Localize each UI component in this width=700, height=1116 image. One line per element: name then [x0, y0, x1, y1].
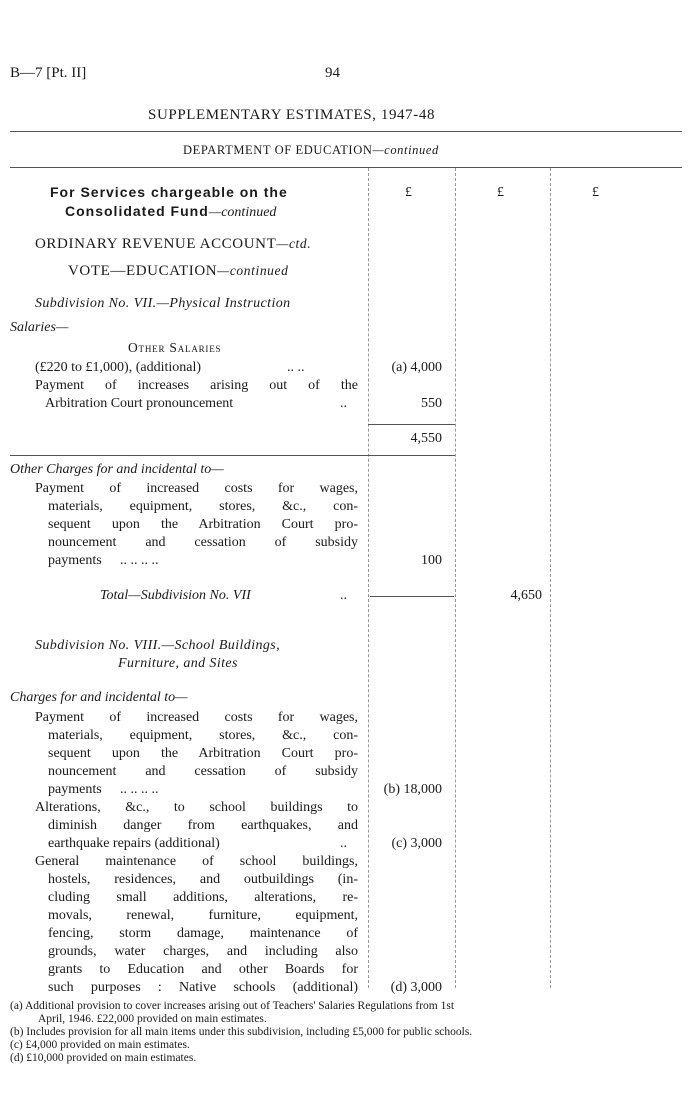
other-salaries-label: Other Salaries [128, 340, 222, 355]
sub8-p-line-2: materials, equipment, stores, &c., con- [48, 728, 358, 743]
sub8-alt-last: earthquake repairs (additional) [48, 836, 220, 851]
sub8-alt-line-1: Alterations, &c., to school buildings to [35, 800, 358, 815]
sub7-total-dots: .. [340, 588, 347, 603]
sub7-item2-dots: .. [340, 396, 347, 411]
salaries-label: Salaries— [10, 320, 69, 335]
page-title: SUPPLEMENTARY ESTIMATES, 1947-48 [148, 107, 436, 123]
sub8-p-line-4: nouncement and cessation of subsidy [48, 764, 358, 779]
sub7-heading: Subdivision No. VII.—Physical Instruction [35, 296, 291, 311]
sub7-oc-last: payments [48, 553, 102, 568]
column-rule-3 [550, 168, 551, 988]
sub7-subtotal: 4,550 [410, 431, 442, 446]
vote-heading [68, 263, 288, 280]
sub7-other-charges-label: Other Charges for and incidental to— [10, 462, 224, 477]
column-header-2: £ [497, 185, 504, 200]
sub8-alt-line-2: diminish danger from earthquakes, and [48, 818, 358, 833]
sub7-section-rule [10, 455, 455, 456]
sub8-gen-line-4: movals, renewal, furniture, equipment, [48, 908, 358, 923]
sub7-item2-amount: 550 [421, 396, 442, 411]
sub7-total-amount: 4,650 [510, 588, 542, 603]
services-fund-suffix: —continued [208, 205, 277, 220]
column-rule-2 [455, 168, 456, 988]
sub7-subtotal-rule [368, 424, 455, 425]
sub8-gen-line-8: such purposes : Native schools (additional) [48, 980, 358, 995]
sub7-total-rule [370, 596, 454, 597]
department-suffix: —continued [372, 143, 439, 157]
column-header-3: £ [592, 185, 599, 200]
sub8-alt-amount: (c) 3,000 [391, 836, 442, 851]
sub8-gen-line-1: General maintenance of school buildings, [35, 854, 358, 869]
sub8-gen-amount: (d) 3,000 [390, 980, 442, 995]
sub7-item1-text: (£220 to £1,000), (additional) [35, 360, 202, 375]
column-header-1: £ [405, 185, 412, 200]
title-rule [10, 131, 682, 132]
sub8-heading-line1: Subdivision No. VIII.—School Buildings, [35, 638, 281, 653]
footnote-a-line1: (a) Additional provision to cover increases arising out of Teachers' Salaries Regulations from 1st [10, 1000, 455, 1012]
sub8-p-line-3: sequent upon the Arbitration Court pro- [48, 746, 358, 761]
footnote-c: (c) £4,000 provided on main estimates. [10, 1039, 190, 1051]
sub8-gen-line-2: hostels, residences, and outbuildings (in- [48, 872, 358, 887]
sub8-charges-label: Charges for and incidental to— [10, 690, 188, 705]
sub8-alt-dots: .. [340, 836, 347, 851]
footnote-d: (d) £10,000 provided on main estimates. [10, 1052, 197, 1064]
footnote-a-line2: April, 1946. £22,000 provided on main estimates. [38, 1013, 267, 1025]
services-heading-line1: For Services chargeable on the [50, 184, 288, 200]
sub7-oc-amount: 100 [421, 553, 442, 568]
sub8-gen-line-3: cluding small additions, alterations, re- [48, 890, 358, 905]
page-number: 94 [325, 65, 340, 81]
sub7-oc-line-3: sequent upon the Arbitration Court pro- [48, 517, 358, 532]
department-name: DEPARTMENT OF EDUCATION [183, 143, 373, 157]
sub8-gen-line-6: grounds, water charges, and including also [48, 944, 358, 959]
sub7-item2-line2: Arbitration Court pronouncement [45, 396, 234, 411]
table-top-rule [10, 167, 682, 168]
column-rule-1 [368, 168, 369, 988]
footnote-b: (b) Includes provision for all main items under this subdivision, including £5,000 for public schools. [10, 1026, 473, 1038]
sub8-gen-line-7: grants to Education and other Boards for [48, 962, 358, 977]
vote-name: VOTE—EDUCATION [68, 263, 218, 279]
sub8-p-dots: .. .. .. .. [120, 782, 159, 797]
account-suffix: —ctd. [276, 236, 312, 251]
services-fund: Consolidated Fund [65, 203, 209, 219]
sub8-p-amount: (b) 18,000 [383, 782, 442, 797]
sub7-item2-line1: Payment of increases arising out of the [35, 378, 358, 393]
sub7-oc-line-4: nouncement and cessation of subsidy [48, 535, 358, 550]
account-name: ORDINARY REVENUE ACCOUNT [35, 236, 277, 252]
sub7-total-label: Total—Subdivision No. VII [100, 588, 251, 603]
sub7-oc-dots: .. .. .. .. [120, 553, 159, 568]
sub7-oc-line-1: Payment of increased costs for wages, [35, 481, 358, 496]
department-heading [183, 143, 439, 158]
account-heading [35, 236, 311, 253]
vote-suffix: —continued [217, 263, 289, 278]
sub8-p-line-1: Payment of increased costs for wages, [35, 710, 358, 725]
sub7-item1-dots: .. .. [287, 360, 305, 375]
services-heading-line2 [65, 203, 276, 221]
sub7-item1-amount: (a) 4,000 [391, 360, 442, 375]
page-reference: B—7 [Pt. II] [10, 65, 87, 81]
sub7-oc-line-2: materials, equipment, stores, &c., con- [48, 499, 358, 514]
sub8-gen-line-5: fencing, storm damage, maintenance of [48, 926, 358, 941]
sub8-p-last: payments [48, 782, 102, 797]
sub8-heading-line2: Furniture, and Sites [118, 656, 238, 671]
